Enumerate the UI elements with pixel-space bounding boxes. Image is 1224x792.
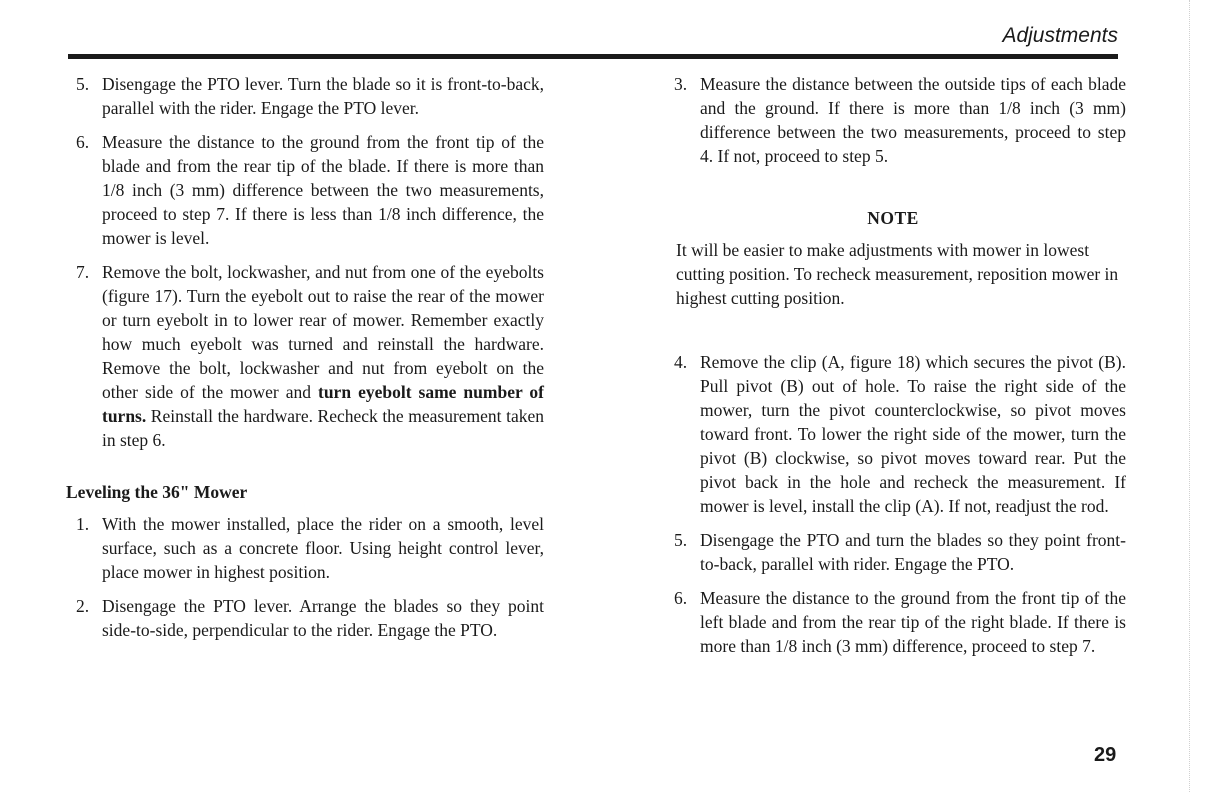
step-item: [660, 586, 1126, 658]
step-text: With the mower installed, place the rider on a smooth, level surface, such as a concrete floor. Using height control lever, place mower in highest position.: [102, 514, 544, 582]
step-number: 2.: [76, 596, 90, 616]
step-text: Disengage the PTO lever. Arrange the blades so they point side-to-side, perpendicular to the rider. Engage the PTO.: [102, 596, 544, 640]
step-number: 7.: [76, 262, 90, 282]
page-edge-marks: [1187, 0, 1190, 792]
note-heading: NOTE: [867, 208, 919, 228]
step-text: Measure the distance between the outside tips of each blade and the ground. If there is more than 1/8 inch (3 mm) difference between the two measurements, proceed to step 4. If not, proceed to step 5.: [700, 74, 1126, 166]
step-number: 5.: [76, 74, 90, 94]
step-number: 1.: [76, 514, 90, 534]
right-column: [660, 72, 1126, 668]
step-item: [660, 350, 1126, 518]
step-number: 3.: [674, 74, 688, 94]
step-number: 6.: [674, 588, 688, 608]
step-item: [62, 512, 544, 584]
step-item: [62, 260, 544, 452]
step-text-part: Reinstall the hardware. Recheck the measurement taken in step 6.: [102, 406, 544, 450]
section-title: Adjustments: [1002, 24, 1118, 47]
step-item: [62, 594, 544, 642]
step-text: Disengage the PTO and turn the blades so they point front-to-back, parallel with rider. Engage the PTO.: [700, 530, 1126, 574]
step-text: Measure the distance to the ground from the front tip of the left blade and from the rear tip of the right blade. If there is more than 1/8 inch (3 mm) difference, proceed to step 7.: [700, 588, 1126, 656]
step-item: [62, 72, 544, 120]
step-text-part: Remove the bolt, lockwasher, and nut from one of the eyebolts (figure 17). Turn the eyebolt out to raise the rear of the mower or turn eyebolt in to lower rear of mower. Remember exactly how much eyebolt was turned and reinstall the hardware. Remove the bolt, lockwasher and nut from eyebolt on the other side of the mower and: [102, 262, 544, 402]
step-text: Remove the clip (A, figure 18) which secures the pivot (B). Pull pivot (B) out of hole. To raise the right side of the mower, turn the pivot counterclockwise, so pivot moves toward front. To lower the right side of the mower, turn the pivot (B) clockwise, so pivot moves toward rear. Put the pivot back in the hole and recheck the measurement. If mower is level, install the clip (A). If not, readjust the rod.: [700, 352, 1126, 516]
note-body: It will be easier to make adjustments with mower in lowest cutting position. To recheck measurement, reposition mower in highest cutting position.: [676, 240, 1119, 308]
step-item: [660, 528, 1126, 576]
section-heading: Leveling the 36" Mower: [66, 482, 248, 502]
header-rule: [68, 54, 1118, 59]
step-number: 5.: [674, 530, 688, 550]
step-text: [102, 260, 544, 452]
step-item: [62, 130, 544, 250]
step-item: [660, 72, 1126, 168]
left-column: [62, 72, 544, 652]
step-text: Disengage the PTO lever. Turn the blade so it is front-to-back, parallel with the rider. Engage the PTO lever.: [102, 74, 544, 118]
page-number: 29: [1094, 744, 1117, 766]
step-text: Measure the distance to the ground from the front tip of the blade and from the rear tip of the blade. If there is more than 1/8 inch (3 mm) difference between the two measurements, proceed to step 7. If there is less than 1/8 inch difference, the mower is level.: [102, 132, 544, 248]
emphasis-text: turn eyebolt same number of turns.: [102, 382, 545, 426]
step-number: 4.: [674, 352, 688, 372]
step-number: 6.: [76, 132, 90, 152]
